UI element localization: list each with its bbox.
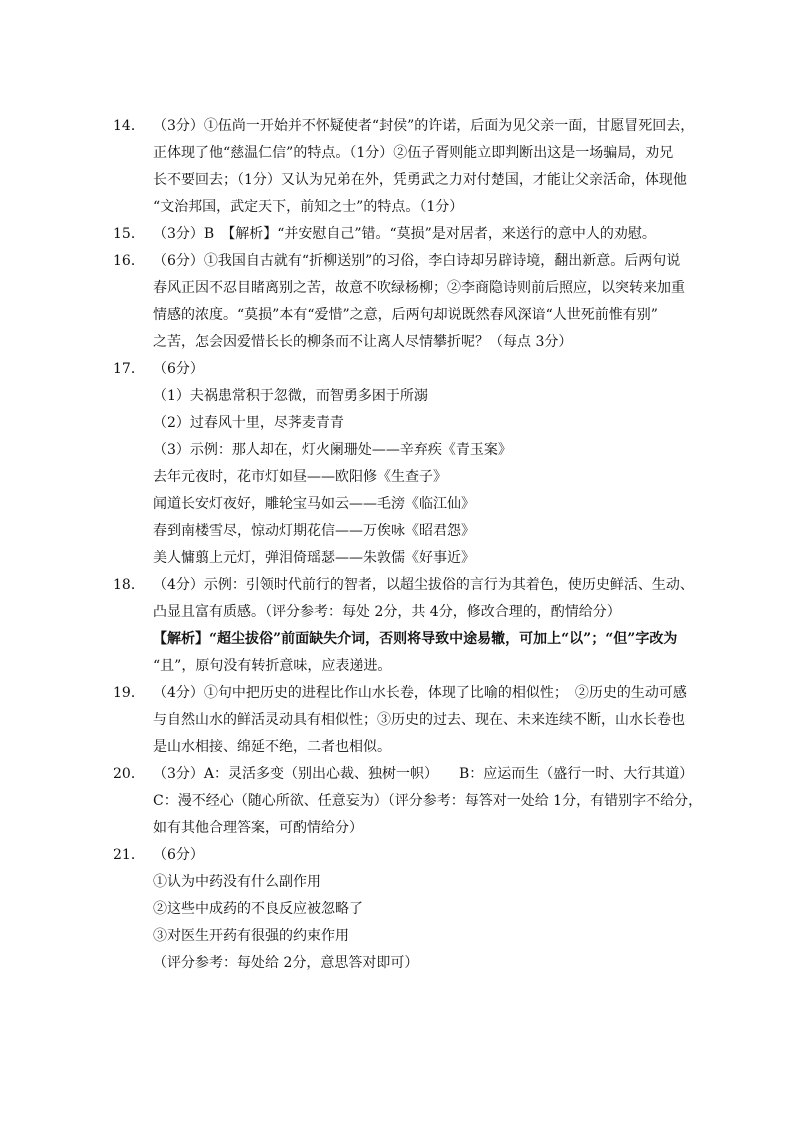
answer-line: “文治邦国，武定天下，前知之士”的特点。（1分） <box>153 199 464 215</box>
answer-line: 美人慵翦上元灯，弹泪倚瑶瑟——朱敦儒《好事近》 <box>153 550 475 566</box>
answer-item-17 <box>113 356 683 572</box>
answer-line: 凸显且富有质感。（评分参考：每处 2分，共 4分，修改合理的，酌情给分） <box>153 604 621 620</box>
answer-line: （3）示例：那人却在，灯火阑珊处——辛弃疾《青玉案》 <box>153 442 512 458</box>
answer-line: ①认为中药没有什么副作用 <box>153 874 321 890</box>
answer-line: 之苦，怎会因爱惜长长的柳条而不让离人尽情攀折呢？（每点 3分） <box>153 334 573 350</box>
answer-item-21 <box>113 842 683 977</box>
answer-line: （1）夫祸患常积于忽微，而智勇多困于所溺 <box>153 388 428 404</box>
item-number: 14． <box>113 118 145 134</box>
answer-line: 是山水相接、绵延不绝，二者也相似。 <box>153 739 391 755</box>
answer-line: 长不要回去；（1分）又认为兄弟在外，凭勇武之力对付楚国，才能让父亲活命，体现他 <box>153 172 687 188</box>
answer-line: ③对医生开药有很强的约束作用 <box>153 928 349 944</box>
answer-line: （4分）示例：引领时代前行的智者，以超尘拔俗的言行为其着色，使历史鲜活、生动、 <box>153 577 694 593</box>
answer-item-20 <box>113 761 703 842</box>
answer-line: 正体现了他“慈温仁信”的特点。（1分）②伍子胥则能立即判断出这是一场骗局，劝兄 <box>153 145 674 161</box>
answer-line: 情感的浓度。“莫损”本有“爱惜”之意，后两句却说既然春风深谙“人世死前惟有别” <box>153 307 658 323</box>
answer-line: （4分）①句中把历史的进程比作山水长卷，体现了比喻的相似性； ②历史的生动可感 <box>153 685 687 701</box>
answer-line: 如有其他合理答案，可酌情给分） <box>153 820 363 836</box>
answer-content <box>113 113 703 977</box>
answer-item-16 <box>113 248 683 356</box>
item-number: 20． <box>113 766 145 782</box>
answer-line: （评分参考：每处给 2分，意思答对即可） <box>153 955 419 971</box>
answer-line: “且”，原句没有转折意味，应表递进。 <box>153 658 392 674</box>
answer-line: 去年元夜时，花市灯如昼——欧阳修《生查子》 <box>153 469 447 485</box>
answer-item-18 <box>113 572 694 680</box>
answer-line: （6分）①我国自古就有“折柳送别”的习俗，李白诗却另辟诗境，翻出新意。后两句说 <box>153 253 681 269</box>
answer-line: 闻道长安灯夜好，雕轮宝马如云——毛滂《临江仙》 <box>153 496 475 512</box>
item-number: 16． <box>113 253 145 269</box>
answer-line: （3分）①伍尚一开始并不怀疑使者“封侯”的许诺，后面为见父亲一面，甘愿冒死回去， <box>153 118 695 134</box>
answer-item-15 <box>113 221 683 248</box>
item-number: 18． <box>113 577 145 593</box>
answer-line: 春风正因不忍目睹离别之苦，故意不吹绿杨柳；②李商隐诗则前后照应，以突转来加重 <box>153 280 685 296</box>
item-number: 17． <box>113 361 145 377</box>
answer-line: C：漫不经心（随心所欲、任意妄为）（评分参考：每答对一处给 1分，有错别字不给分， <box>153 793 703 809</box>
answer-line: （3分）A：灵活多变（别出心裁、独树一帜） B：应运而生（盛行一时、大行其道） <box>153 766 694 782</box>
answer-item-19 <box>113 680 687 761</box>
answer-line: ②这些中成药的不良反应被忽略了 <box>153 901 363 917</box>
answer-line: （6分） <box>153 361 204 377</box>
analysis-line: 【解析】“超尘拔俗”前面缺失介词，否则将导致中途易辙，可加上“以”；“但”字改为 <box>153 631 678 647</box>
answer-line: （2）过春风十里，尽荠麦青青 <box>153 415 344 431</box>
item-number: 15． <box>113 226 145 242</box>
item-number: 21． <box>113 847 145 863</box>
answer-line: 与自然山水的鲜活灵动具有相似性；③历史的过去、现在、未来连续不断，山水长卷也 <box>153 712 685 728</box>
answer-item-14 <box>113 113 695 221</box>
answer-line: 春到南楼雪尽，惊动灯期花信——万俟咏《昭君怨》 <box>153 523 475 539</box>
answer-line: （3分）B 【解析】“并安慰自己”错。“莫损”是对居者，来送行的意中人的劝慰。 <box>153 226 656 242</box>
item-number: 19． <box>113 685 145 701</box>
answer-line: （6分） <box>153 847 204 863</box>
